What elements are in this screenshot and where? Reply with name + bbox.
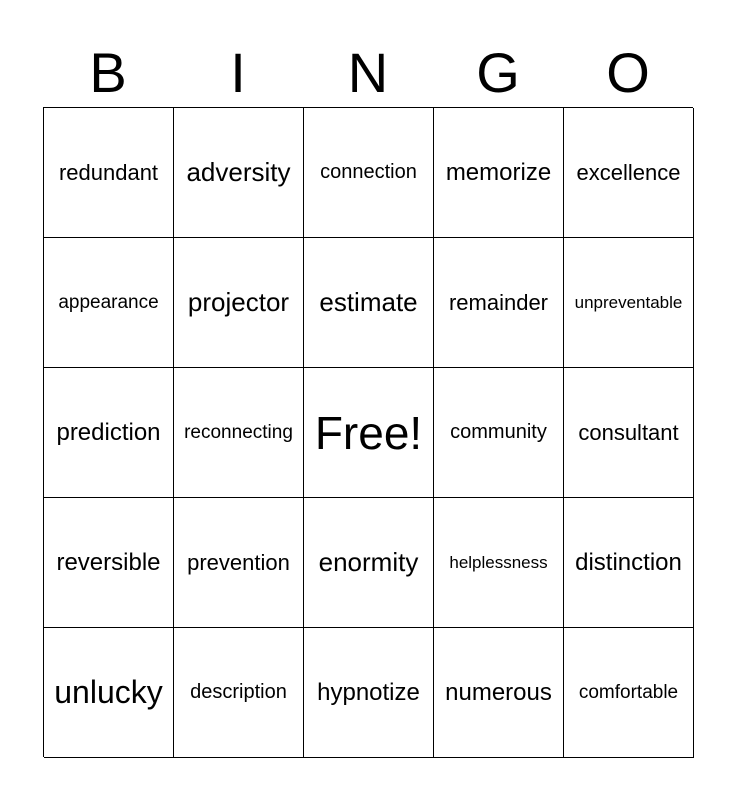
bingo-cell: enormity bbox=[304, 498, 434, 628]
header-letter-n: N bbox=[347, 41, 389, 104]
bingo-cell: estimate bbox=[304, 238, 434, 368]
bingo-board bbox=[43, 107, 693, 757]
bingo-cell: connection bbox=[304, 108, 434, 238]
bingo-cell: description bbox=[174, 628, 304, 758]
bingo-cell: hypnotize bbox=[304, 628, 434, 758]
bingo-cell: numerous bbox=[434, 628, 564, 758]
header-letter-b: B bbox=[89, 41, 127, 104]
bingo-cell: reversible bbox=[44, 498, 174, 628]
free-space-cell: Free! bbox=[304, 368, 434, 498]
bingo-cell: unlucky bbox=[44, 628, 174, 758]
header-letter-i: I bbox=[230, 41, 246, 104]
bingo-cell: adversity bbox=[174, 108, 304, 238]
bingo-cell: prediction bbox=[44, 368, 174, 498]
bingo-cell: comfortable bbox=[564, 628, 694, 758]
header-letter-o: O bbox=[606, 41, 650, 104]
bingo-cell: reconnecting bbox=[174, 368, 304, 498]
bingo-cell: memorize bbox=[434, 108, 564, 238]
bingo-cell: appearance bbox=[44, 238, 174, 368]
bingo-cell: distinction bbox=[564, 498, 694, 628]
bingo-cell: consultant bbox=[564, 368, 694, 498]
bingo-header bbox=[43, 40, 693, 106]
bingo-cell: prevention bbox=[174, 498, 304, 628]
bingo-cell: community bbox=[434, 368, 564, 498]
bingo-cell: unpreventable bbox=[564, 238, 694, 368]
bingo-cell: excellence bbox=[564, 108, 694, 238]
bingo-cell: redundant bbox=[44, 108, 174, 238]
bingo-cell: projector bbox=[174, 238, 304, 368]
header-letter-g: G bbox=[476, 41, 520, 104]
bingo-cell: remainder bbox=[434, 238, 564, 368]
bingo-cell: helplessness bbox=[434, 498, 564, 628]
